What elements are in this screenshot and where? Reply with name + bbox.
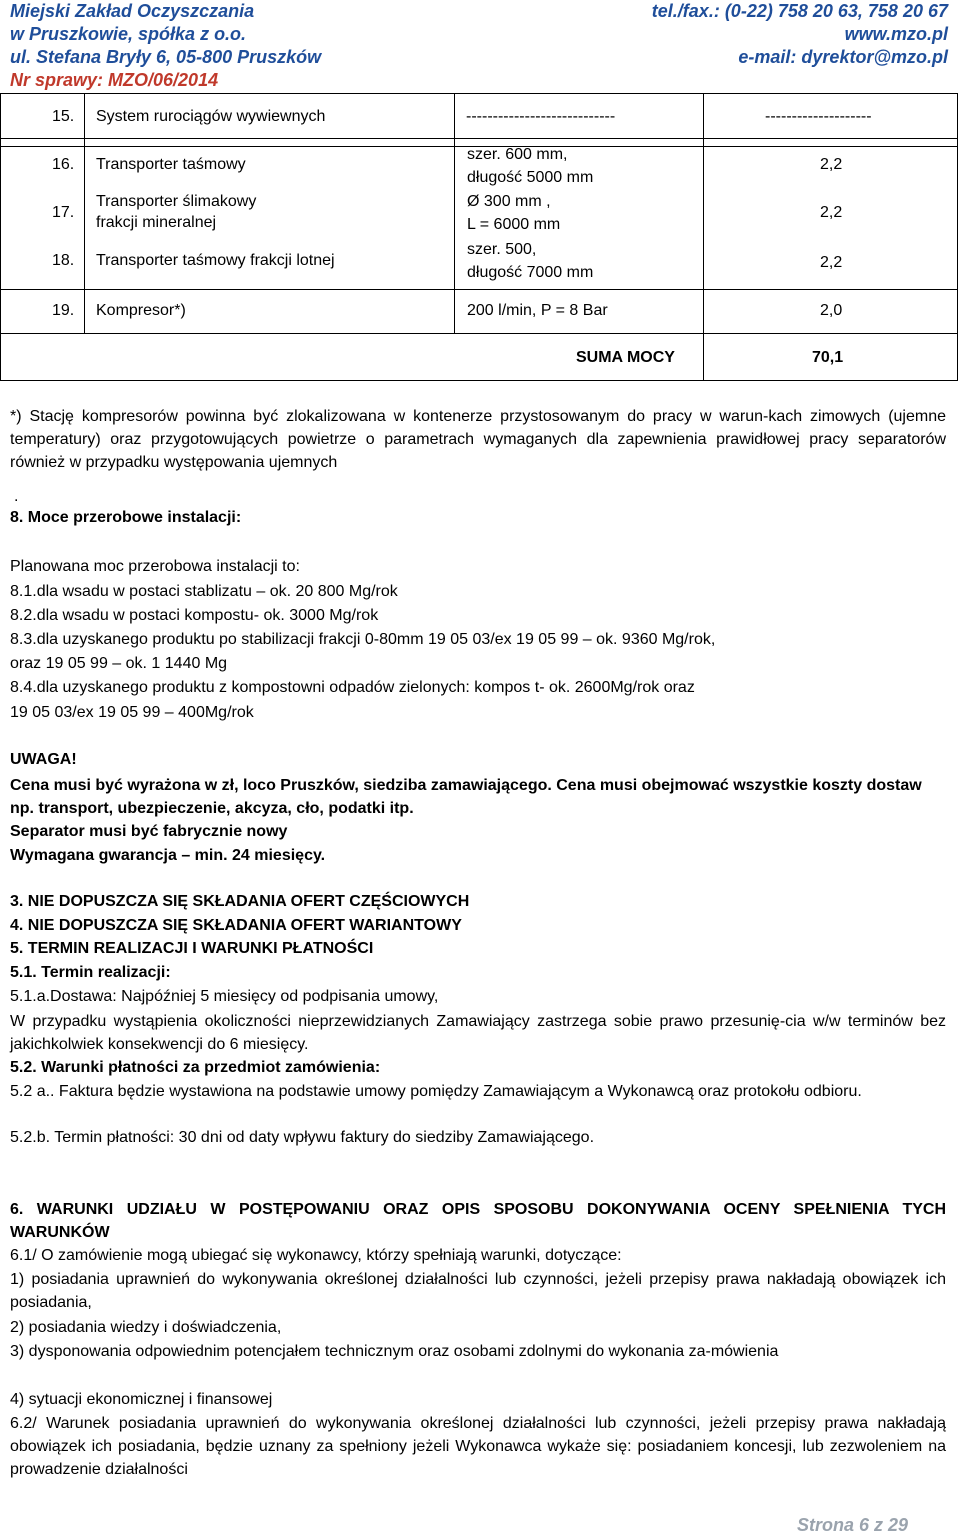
row-16-spec: szer. 600 mm, (467, 146, 568, 163)
section-4: 4. NIE DOPUSZCZA SIĘ SKŁADANIA OFERT WARIANTOWY (10, 917, 462, 934)
company-address: ul. Stefana Bryły 6, 05-800 Pruszków (10, 47, 322, 67)
section-6-heading: 6. WARUNKI UDZIAŁU W POSTĘPOWANIU ORAZ OPIS SPOSOBU DOKONYWANIA OCENY SPEŁNIENIA TYCH WARUNKÓW (10, 1201, 946, 1241)
section-8-item-1: 8.1.dla wsadu w postaci stablizatu – ok. 20 800 Mg/rok (10, 583, 398, 600)
section-3: 3. NIE DOPUSZCZA SIĘ SKŁADANIA OFERT CZĘŚCIOWYCH (10, 893, 470, 910)
warning-price: Cena musi być wyrażona w zł, loco Pruszków, siedziba zamawiającego. Cena musi obejmować wszystkie koszty dostaw np. transport, ubezpieczenie, akcyza, cło, podatki itp. (10, 777, 922, 817)
company-location: w Pruszkowie, spółka z o.o. (10, 24, 247, 44)
warning-title: UWAGA! (10, 751, 77, 768)
company-name: Miejski Zakład Oczyszczania (10, 1, 255, 21)
section-6-1-item-3: 3) dysponowania odpowiednim potencjałem technicznym oraz osobami zdolnymi do wykonania za-mówienia (10, 1343, 779, 1360)
row-16-power: 2,2 (820, 156, 843, 173)
row-19-spec: 200 l/min, P = 8 Bar (467, 302, 608, 319)
row-16-no: 16. (52, 156, 75, 173)
row-17-name: Transporter ślimakowy (96, 193, 257, 210)
section-8-item-2: 8.2.dla wsadu w postaci kompostu- ok. 3000 Mg/rok (10, 607, 379, 624)
section-5: 5. TERMIN REALIZACJI I WARUNKI PŁATNOŚCI (10, 940, 374, 957)
row-17-name-2: frakcji mineralnej (96, 214, 217, 231)
row-17-power: 2,2 (820, 204, 843, 221)
phone-fax: tel./fax.: (0-22) 758 20 63, 758 20 67 (651, 1, 948, 21)
section-5-2-a: 5.2 a.. Faktura będzie wystawiona na podstawie umowy pomiędzy Zamawiającym a Wykonawcą oraz protokołu odbioru. (10, 1083, 862, 1100)
page-number: Strona 6 z 29 (796, 1515, 908, 1535)
warning-guarantee: Wymagana gwarancja – min. 24 miesięcy. (10, 847, 326, 864)
footnote-dot: . (14, 488, 19, 505)
warning-new: Separator musi być fabrycznie nowy (10, 823, 288, 840)
section-8-item-4: 8.4.dla uzyskanego produktu z kompostowni odpadów zielonych: kompos t- ok. 2600Mg/rok oraz (10, 679, 695, 696)
section-5-1-a: 5.1.a.Dostawa: Najpóźniej 5 miesięcy od podpisania umowy, (10, 988, 439, 1005)
section-6-1-item-4: 4) sytuacji ekonomicznej i finansowej (10, 1391, 273, 1408)
header-line-2 (10, 23, 948, 45)
header-line-1 (10, 0, 948, 22)
row-18-spec-2: długość 7000 mm (467, 264, 594, 281)
section-6-1-item-1: 1) posiadania uprawnień do wykonywania określonej działalności lub czynności, jeżeli przepisy prawa nakładają obowiązek ich posiadania, (10, 1271, 946, 1311)
row-19-power: 2,0 (820, 302, 843, 319)
email-link[interactable]: e-mail: dyrektor@mzo.pl (738, 47, 948, 67)
website-link[interactable]: www.mzo.pl (844, 24, 948, 44)
row-15-power: -------------------- (765, 108, 872, 125)
section-5-1: 5.1. Termin realizacji: (10, 964, 171, 981)
row-18-name: Transporter taśmowy frakcji lotnej (96, 252, 335, 269)
row-19-no: 19. (52, 302, 75, 319)
row-16-spec-2: długość 5000 mm (467, 169, 594, 186)
section-8-item-3: 8.3.dla uzyskanego produktu po stabilizacji frakcji 0-80mm 19 05 03/ex 19 05 99 – ok. 9360 Mg/rok, (10, 631, 716, 648)
section-5-2: 5.2. Warunki płatności za przedmiot zamówienia: (10, 1059, 381, 1076)
row-18-no: 18. (52, 252, 75, 269)
section-8-item-4-cont: 19 05 03/ex 19 05 99 – 400Mg/rok (10, 704, 254, 721)
section-6-2: 6.2/ Warunek posiadania uprawnień do wykonywania określonej działalności lub czynności, jeżeli przepisy prawa nakładają obowiązek ich posiadania, będzie uznany za spełniony jeżeli Wykonawca wykaże się: posiadaniem koncesji, lub zezwoleniem na prowadzenie działalności (10, 1415, 946, 1478)
header-line-4 (10, 69, 948, 91)
row-17-no: 17. (52, 204, 75, 221)
sum-value: 70,1 (812, 349, 844, 366)
section-8-item-3-cont: oraz 19 05 99 – ok. 1 1440 Mg (10, 655, 228, 672)
row-15-name: System rurociągów wywiewnych (96, 108, 326, 125)
section-5-1-b: W przypadku wystąpienia okoliczności nieprzewidzianych Zamawiający zastrzega sobie prawo przesunię-cia w/w terminów bez jakichkolwiek konsekwencji do 6 miesięcy. (10, 1013, 946, 1053)
row-18-spec: szer. 500, (467, 241, 537, 258)
row-16-name: Transporter taśmowy (96, 156, 246, 173)
row-19-name: Kompresor*) (96, 302, 186, 319)
row-17-spec: Ø 300 mm , (467, 193, 551, 210)
section-6-1-item-2: 2) posiadania wiedzy i doświadczenia, (10, 1319, 282, 1336)
section-5-2-b: 5.2.b. Termin płatności: 30 dni od daty wpływu faktury do siedziby Zamawiającego. (10, 1129, 595, 1146)
case-number: Nr sprawy: MZO/06/2014 (10, 70, 219, 90)
sum-label: SUMA MOCY (576, 349, 675, 366)
section-6-1: 6.1/ O zamówienie mogą ubiegać się wykonawcy, którzy spełniają warunki, dotyczące: (10, 1247, 622, 1264)
row-15-no: 15. (52, 108, 75, 125)
section-8-intro: Planowana moc przerobowa instalacji to: (10, 558, 300, 575)
section-8-heading: 8. Moce przerobowe instalacji: (10, 509, 242, 526)
compressor-footnote: *) Stację kompresorów powinna być zlokalizowana w kontenerze przystosowanym do pracy w warun-kach zimowych (ujemne temperatury) oraz przygotowujących powietrze o parametrach wymaganych dla zapewnienia prawidłowej pracy separatorów również w przypadku występowania ujemnych (10, 408, 946, 471)
row-18-power: 2,2 (820, 254, 843, 271)
header-line-3 (10, 46, 948, 68)
row-17-spec-2: L = 6000 mm (467, 216, 561, 233)
row-15-spec: ---------------------------- (466, 108, 616, 125)
